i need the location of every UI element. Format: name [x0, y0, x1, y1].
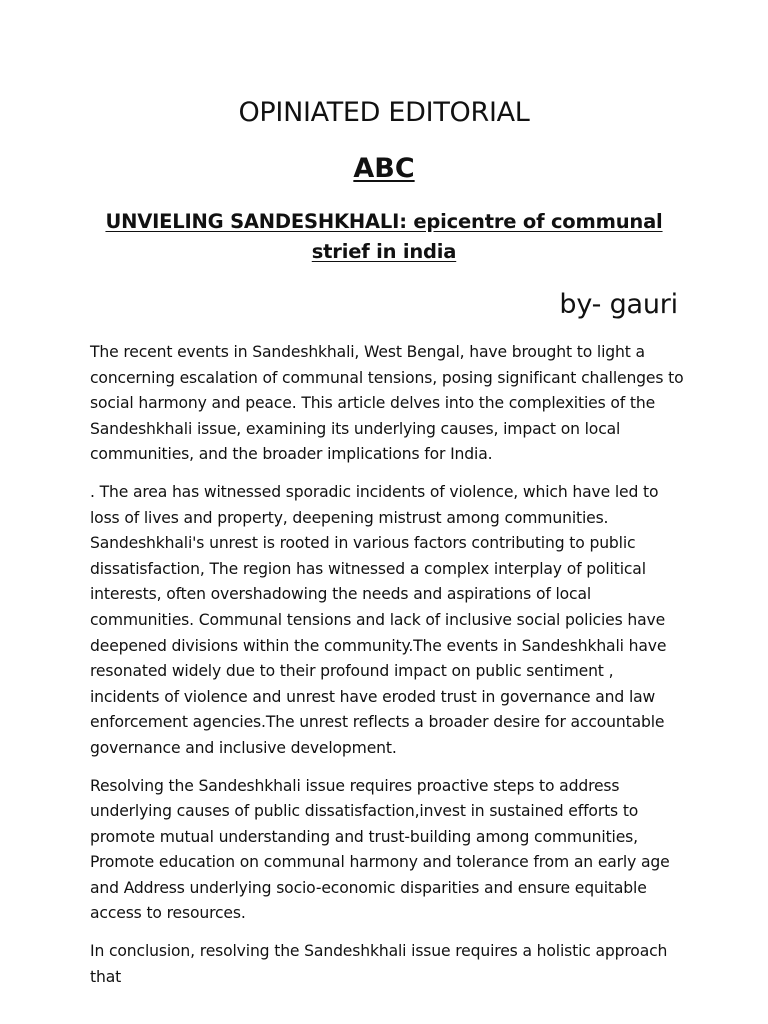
paragraph-1: The recent events in Sandeshkhali, West Bengal, have brought to light a concerning escalation of communal tensions, posing significant challenges to social harmony and peace. This article delves into the complexities of the Sandeshkhali issue, examining its underlying causes, impact on local communities, and the broader implications for India.: [90, 343, 684, 464]
article-headline: UNVIELING SANDESHKHALI: epicentre of communal strief in india: [105, 210, 663, 263]
paragraph-4: In conclusion, resolving the Sandeshkhali issue requires a holistic approach that: [90, 942, 668, 986]
paragraph-2: . The area has witnessed sporadic incidents of violence, which have led to loss of lives and property, deepening mistrust among communities. Sandeshkhali's unrest is rooted in various factors contributing to public dissatisfaction, The region has witnessed a complex interplay of political interests, often overshadowing the needs and aspirations of local communities. Communal tensions and lack of inclusive social policies have deepened divisions within the community.The events in Sandeshkhali have resonated widely due to their profound impact on public sentiment , incidents of violence and unrest have eroded trust in governance and law enforcement agencies.The unrest reflects a broader desire for accountable governance and inclusive development.: [90, 482, 667, 757]
publication-name: ABC: [353, 153, 415, 184]
paragraph-3: Resolving the Sandeshkhali issue requires proactive steps to address underlying causes of public dissatisfaction,invest in sustained efforts to promote mutual understanding and trust-building among communities, Promote education on communal harmony and tolerance from an early age and Address underlying socio-economic disparities and ensure equitable access to resources.: [90, 776, 670, 923]
article-body: [90, 340, 684, 1002]
author-byline: by- gauri: [559, 289, 678, 320]
document-title: OPINIATED EDITORIAL: [238, 97, 530, 128]
